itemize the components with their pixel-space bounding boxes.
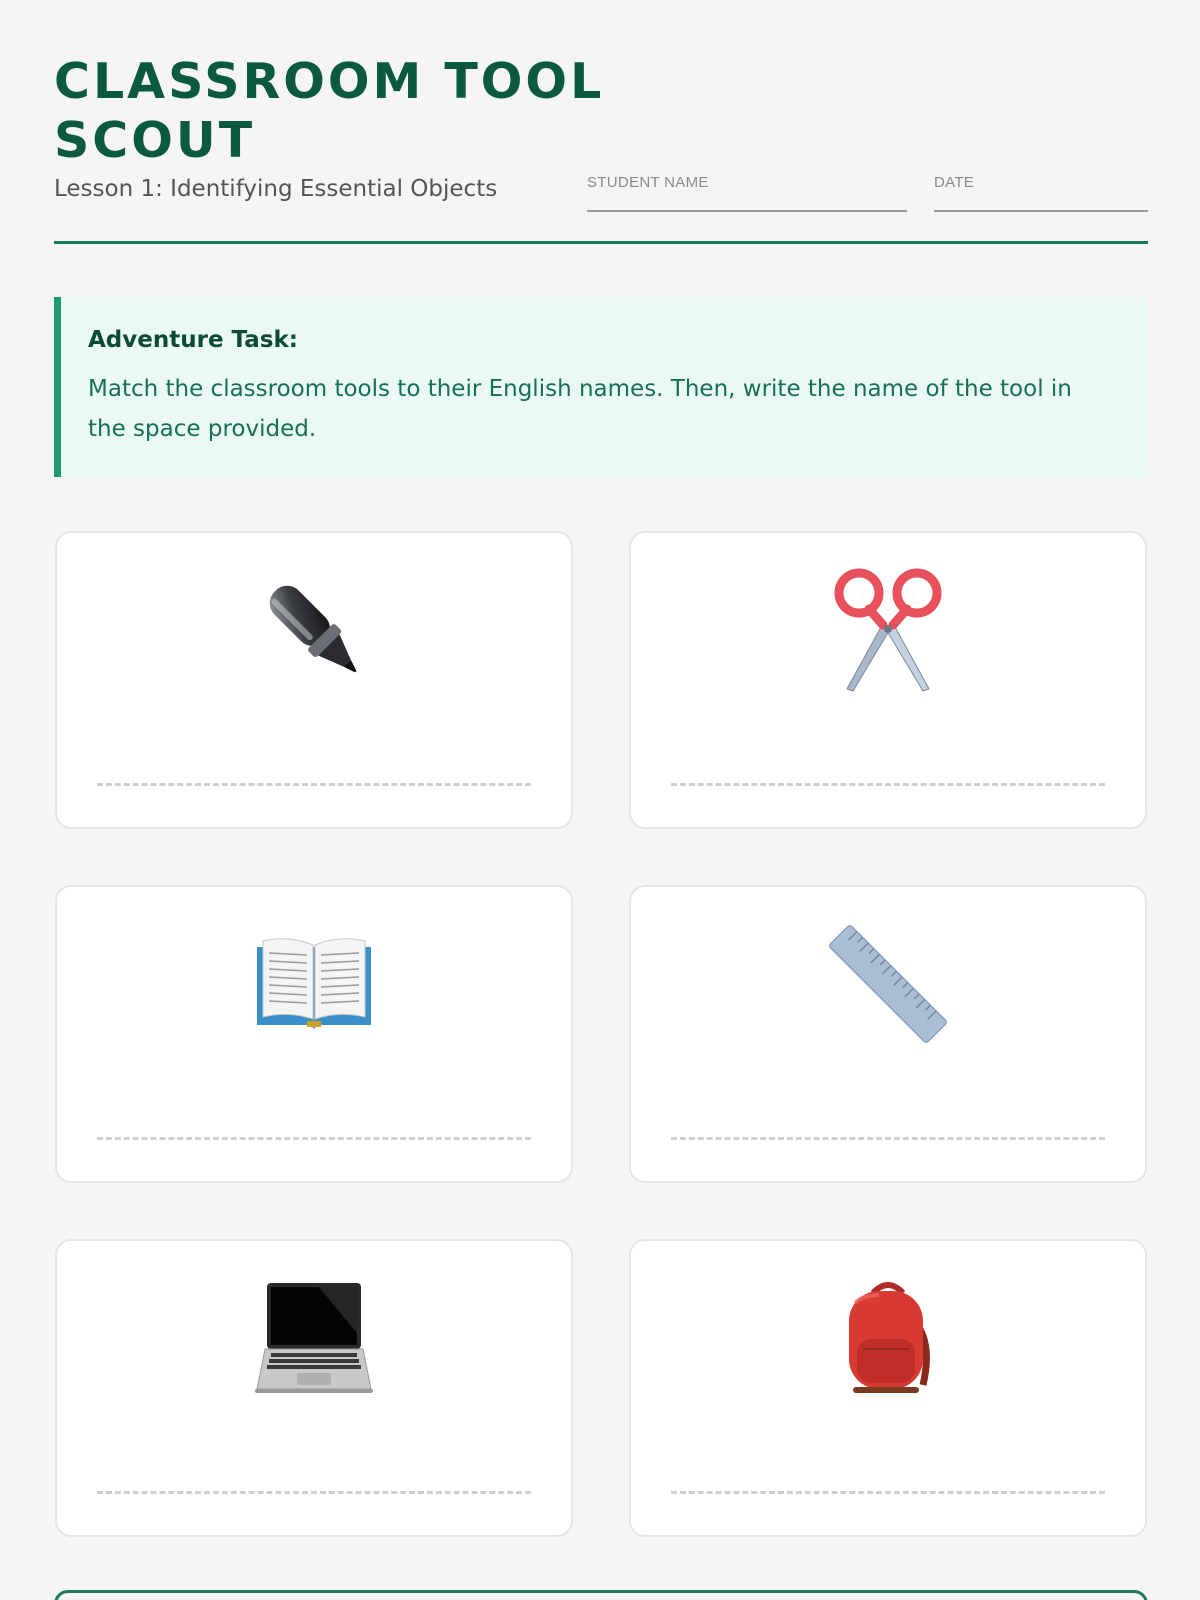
tool-card-6 (629, 1239, 1147, 1537)
bottom-section-box (54, 1590, 1148, 1600)
tool-card-2 (629, 531, 1147, 829)
answer-line[interactable] (671, 1491, 1105, 1494)
answer-line[interactable] (97, 783, 531, 786)
laptop-icon (57, 1273, 571, 1403)
task-box (54, 297, 1148, 477)
answer-line[interactable] (97, 1137, 531, 1140)
tool-card-5 (55, 1239, 573, 1537)
answer-line[interactable] (671, 783, 1105, 786)
worksheet-header (54, 52, 1148, 244)
task-title: Adventure Task: (88, 327, 298, 353)
date-label: DATE (934, 174, 975, 191)
page-subtitle: Lesson 1: Identifying Essential Objects (54, 176, 498, 202)
student-name-field[interactable] (587, 122, 907, 212)
tool-card-3 (55, 885, 573, 1183)
backpack-icon (631, 1273, 1145, 1403)
answer-line[interactable] (97, 1491, 531, 1494)
page-title: CLASSROOM TOOL SCOUT (54, 53, 605, 169)
date-field[interactable] (934, 122, 1148, 212)
student-name-label: STUDENT NAME (587, 174, 709, 191)
scissors-icon (631, 565, 1145, 695)
open-book-icon (57, 919, 571, 1049)
tool-card-4 (629, 885, 1147, 1183)
pen-icon (57, 565, 571, 695)
ruler-icon (631, 919, 1145, 1049)
answer-line[interactable] (671, 1137, 1105, 1140)
task-instructions: Match the classroom tools to their English names. Then, write the name of the tool in the space provided. (88, 376, 1072, 442)
tool-card-1 (55, 531, 573, 829)
